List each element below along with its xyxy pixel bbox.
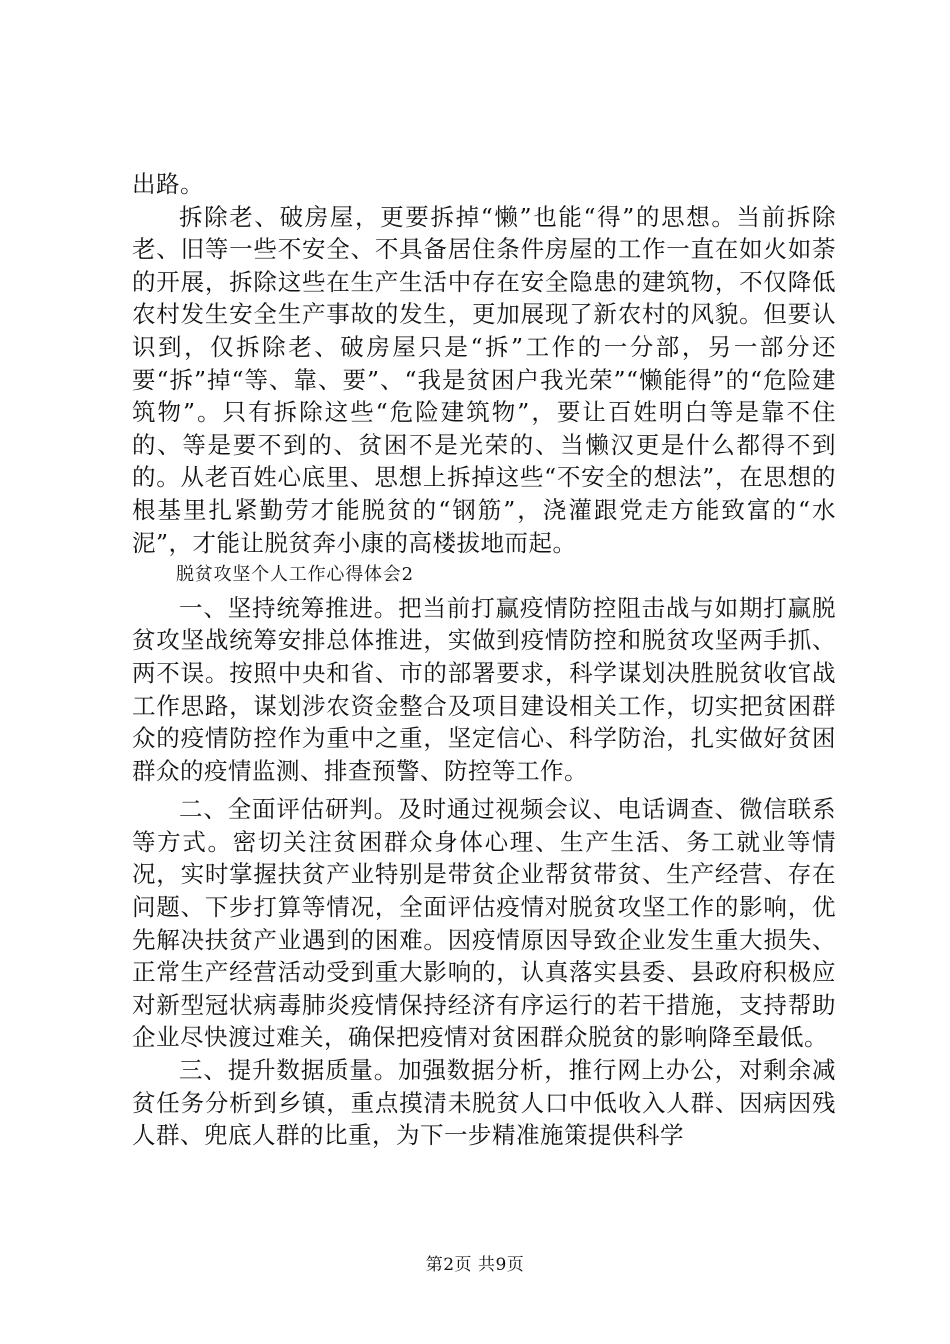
page-footer: 第2页 共9页 (425, 1255, 525, 1275)
paragraph-continuation: 出路。 (132, 170, 204, 198)
paragraph-point-three: 三、提升数据质量。加强数据分析，推行网上办公，对剩余减贫任务分析到乡镇，重点摸清未脱贫人口中低收入人群、因病因残人群、兜底人群的比重，为下一步精准施策提供科学 (132, 1056, 836, 1150)
paragraph-point-one: 一、坚持统筹推进。把当前打赢疫情防控阻击战与如期打赢脱贫攻坚战统筹安排总体推进，实做到疫情防控和脱贫攻坚两手抓、两不误。按照中央和省、市的部署要求，科学谋划决胜脱贫收官战工作思路，谋划涉农资金整合及项目建设相关工作，切实把贫困群众的疫情防控作为重中之重，坚定信心、科学防治，扎实做好贫困群众的疫情监测、排查预警、防控等工作。 (132, 593, 836, 785)
paragraph-demolish-mindset: 拆除老、破房屋，更要拆掉“懒”也能“得”的思想。当前拆除老、旧等一些不安全、不具备居住条件房屋的工作一直在如火如荼的开展，拆除这些在生产生活中存在安全隐患的建筑物，不仅降低农村发生安全生产事故的发生，更加展现了新农村的风貌。但要认识到，仅拆除老、破房屋只是“拆”工作的一分部，另一部分还要“拆”掉“等、靠、要”、“我是贫困户我光荣”“懒能得”的“危险建筑物”。只有拆除这些“危险建筑物”，要让百姓明白等是靠不住的、等是要不到的、贫困不是光荣的、当懒汉更是什么都得不到的。从老百姓心底里、思想上拆掉这些“不安全的想法”，在思想的根基里扎紧勤劳才能脱贫的“钢筋”，浇灌跟党走方能致富的“水泥”，才能让脱贫奔小康的高楼拔地而起。 (132, 202, 836, 557)
paragraph-point-two: 二、全面评估研判。及时通过视频会议、电话调查、微信联系等方式。密切关注贫困群众身体心理、生产生活、务工就业等情况，实时掌握扶贫产业特别是带贫企业帮贫带贫、生产经营、存在问题、下步打算等情况，全面评估疫情对脱贫攻坚工作的影响，优先解决扶贫产业遇到的困难。因疫情原因导致企业发生重大损失、正常生产经营活动受到重大影响的，认真落实县委、县政府积极应对新型冠状病毒肺炎疫情保持经济有序运行的若干措施，支持帮助企业尽快渡过难关，确保把疫情对贫困群众脱贫的影响降至最低。 (132, 795, 836, 1052)
document-body (132, 168, 836, 1152)
section-title: 脱贫攻坚个人工作心得体会2 (176, 564, 414, 586)
